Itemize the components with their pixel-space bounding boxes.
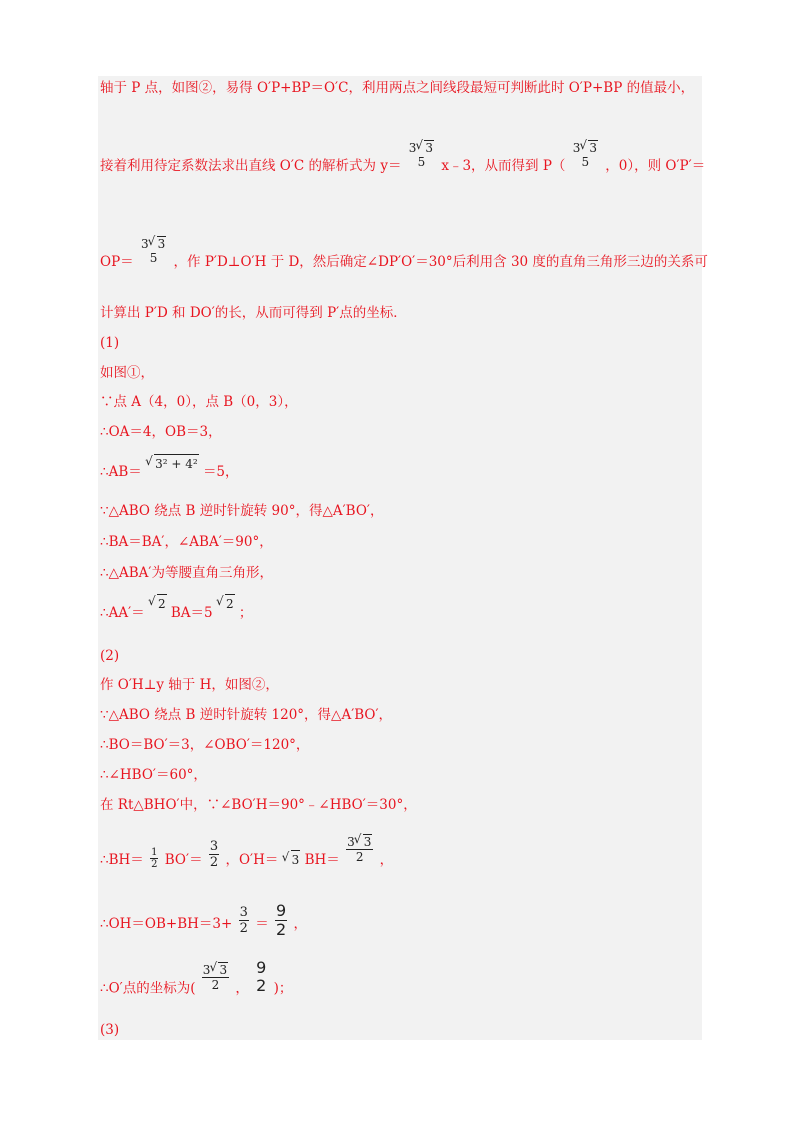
radicand: 3 [589,141,597,155]
denominator: 2 [276,920,287,939]
sqrt-expression [146,454,199,473]
text-segment: OP＝ [100,254,134,270]
radicand: 3 [363,834,372,849]
fraction-1-over-2 [150,847,158,870]
text-line-8 [100,457,239,481]
radicand: 3 [291,850,301,869]
denominator: 2 [355,849,364,864]
fraction-3root3-over-5-b [572,140,599,169]
text-segment: ＝ [255,916,269,932]
text-segment: ，0），则 O′P′＝ [605,158,706,174]
numerator-coef: 3 [202,963,211,977]
fraction-3root3-over-5-c [140,236,167,265]
fraction-3-over-2 [209,839,219,870]
sqrt-2-b [217,594,235,613]
text-line-10: ∴BA＝BA′，∠ABA′＝90°， [100,534,273,550]
text-segment: ∴O′点的坐标为( [100,980,196,997]
part-2-label: (2) [100,648,120,664]
denominator: 5 [417,155,426,169]
text-line-17: 在 Rt△BHO′中，∵∠BO′H＝90°﹣∠HBO′＝30°， [100,797,417,813]
radicand: 3 [425,141,434,155]
text-line-2 [100,141,706,181]
text-line-19 [100,901,307,943]
text-segment: ， [379,852,394,868]
text-segment: ∴AB＝ [100,464,142,480]
text-segment: ， [293,916,307,932]
part-1-label: (1) [100,335,120,351]
numerator: 3 [209,839,219,854]
denominator: 2 [151,859,158,870]
text-segment: ， [235,980,249,997]
radicand: 2 [225,594,235,613]
fraction-3root3-over-2 [346,834,373,864]
part-3-label: (3) [100,1022,120,1038]
text-segment: ； [238,605,253,621]
numerator: 9 [256,958,267,977]
text-line-18 [100,834,394,876]
text-segment: ∴BH＝ [100,852,144,868]
radicand: 3 [157,237,166,251]
denominator: 2 [209,855,219,870]
numerator-coef: 3 [408,141,417,155]
numerator: 1 [151,847,158,858]
text-segment: BA＝5 [170,605,213,621]
radicand: 3² + 4² [154,454,199,473]
text-line-12 [100,597,253,622]
text-line-15: ∴BO＝BO′＝3，∠OBO′＝120°， [100,737,310,753]
content-panel [98,76,702,1040]
text-segment: BO′＝ [164,852,203,868]
text-line-13: 作 O′H⊥y 轴于 H，如图②， [100,677,279,693]
text-line-20 [100,958,293,1007]
text-line-4: 计算出 P′D 和 DO′的长，从而可得到 P′点的坐标． [100,305,407,321]
numerator-coef: 3 [347,834,355,849]
numerator-coef: 3 [572,141,581,155]
text-segment: ＝5， [202,464,239,480]
fraction-3-over-2-b [239,905,249,936]
numerator: 9 [276,901,287,920]
text-line-11: ∴△ABA′为等腰直角三角形， [100,565,273,581]
text-line-5: 如图①， [100,365,154,381]
text-segment: )； [273,980,293,997]
text-segment: BH＝ [304,852,340,868]
text-segment: ∴AA′＝ [100,605,145,621]
text-line-1: 轴于 P 点，如图②，易得 O′P+BP＝O′C，利用两点之间线段最短可判断此时 O′P+BP 的值最小， [100,80,695,96]
text-segment: ，作 P′D⊥O′H 于 D，然后确定∠DP′O′＝30°后利用含 30 度的直角三角形三边的关系可 [173,254,708,270]
radicand: 3 [219,963,228,977]
text-line-7: ∴OA＝4，OB＝3， [100,424,222,440]
fraction-3root3-over-2-b [202,962,229,992]
denominator: 5 [149,251,158,265]
text-segment: ∴OH＝OB+BH＝3+ [100,916,233,932]
denominator: 2 [256,976,267,995]
radicand: 2 [157,594,167,613]
text-segment: 接着利用待定系数法求出直线 O′C 的解析式为 y＝ [100,158,402,174]
denominator: 5 [581,155,590,169]
text-line-9: ∵△ABO 绕点 B 逆时针旋转 90°，得△A′BO′， [100,503,384,519]
text-segment: x﹣3，从而得到 P（ [441,158,566,174]
sqrt-3 [283,850,301,869]
fraction-3root3-over-5 [408,140,435,169]
denominator: 2 [211,978,220,992]
text-line-6: ∵点 A（4，0），点 B（0，3）， [100,394,298,410]
numerator: 3 [239,905,248,920]
numerator-coef: 3 [140,237,149,251]
fraction-9-over-2 [275,902,287,939]
text-line-16: ∴∠HBO′＝60°， [100,767,207,783]
fraction-9-over-2-b [255,959,267,995]
text-line-3 [100,237,708,277]
text-segment: ，O′H＝ [225,852,279,868]
denominator: 2 [239,921,248,936]
text-line-14: ∵△ABO 绕点 B 逆时针旋转 120°，得△A′BO′， [100,707,393,723]
sqrt-2 [149,594,167,613]
